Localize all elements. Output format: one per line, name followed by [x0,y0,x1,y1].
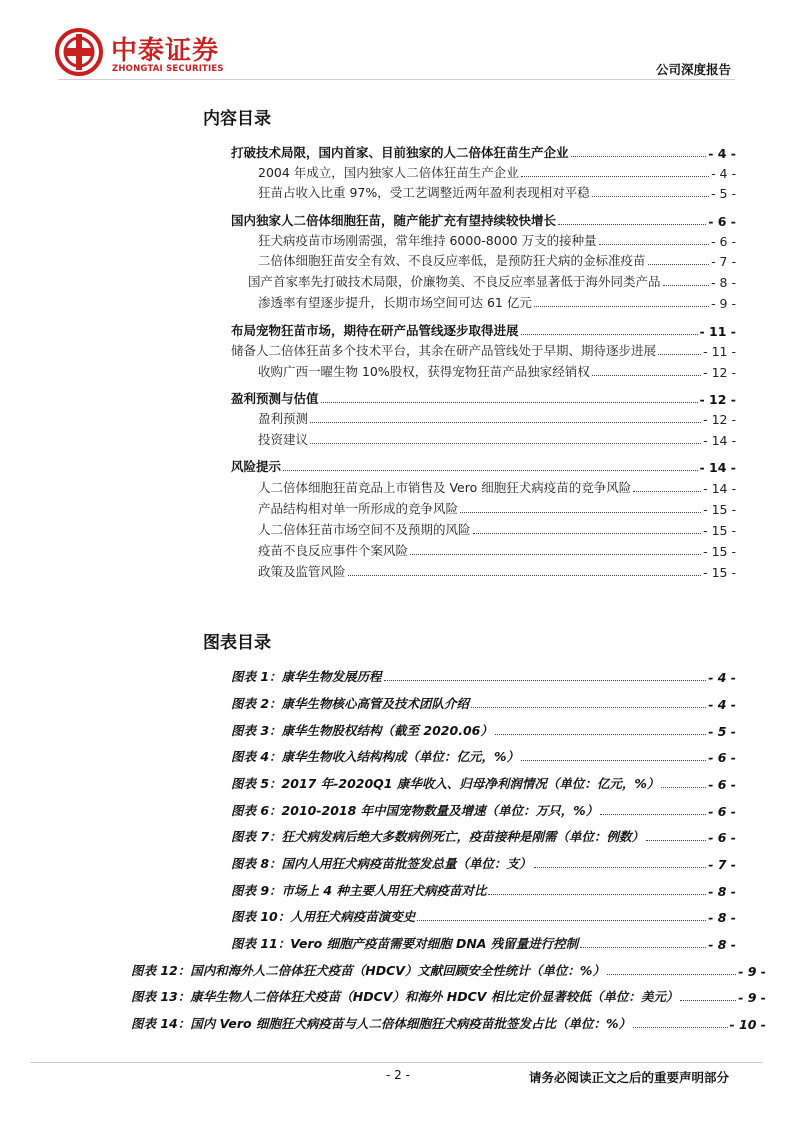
toc-entry-page: - 15 - [703,502,736,517]
toc-entry-text: 渗透率有望逐步提升，长期市场空间可达 61 亿元 [258,295,532,310]
toc-entry-text: 人二倍体狂苗市场空间不及预期的风险 [258,522,471,537]
figure-entry-page: - 6 - [708,750,736,765]
toc-entry-text: 政策及监管风险 [258,564,346,579]
toc-entry-page: - 11 - [699,324,736,339]
toc-entry[interactable] [258,479,736,496]
toc-entry-text: 国内独家人二倍体细胞狂苗，随产能扩充有望持续较快增长 [231,213,557,228]
figure-entry-text: 图表 8：国内人用狂犬病疫苗批签发总量（单位：支） [231,856,532,871]
leader-dots [558,224,706,225]
toc-entry-page: - 5 - [711,186,736,201]
toc-entry-page: - 4 - [711,166,736,181]
figure-entry-text: 图表 14：国内 Vero 细胞狂犬病疫苗与人二倍体细胞狂犬病疫苗批签发占比（单位：%） [131,1016,631,1031]
toc-entry-page: - 7 - [711,254,736,269]
toc-entry[interactable] [231,212,736,229]
figure-entry-page: - 4 - [708,697,736,712]
toc-entry-page: - 6 - [708,214,736,229]
toc-entry[interactable] [258,252,736,269]
leader-dots [580,947,706,948]
leader-dots [521,176,709,177]
figure-entry-text: 图表 10：人用狂犬病疫苗演变史 [231,909,416,924]
toc-entry-text: 狂苗占收入比重 97%，受工艺调整近两年盈利表现相对平稳 [258,185,590,200]
toc-entry-page: - 9 - [711,296,736,311]
toc-entry-text: 二倍体细胞狂苗安全有效、不良反应率低，是预防狂犬病的金标准疫苗 [258,253,646,268]
leader-dots [384,680,707,681]
toc-entry-text: 收购广西一曜生物 10%股权，获得宠物狂苗产品独家经销权 [258,364,590,379]
toc-entry-text: 盈利预测与估值 [231,391,319,406]
figure-entry-text: 图表 1：康华生物发展历程 [231,669,382,684]
logo-chinese-name: 中泰证券 [111,36,220,66]
zhongtai-logo-icon [55,28,103,76]
figure-entry-text: 图表 5：2017 年-2020Q1 康华收入、归母净利润情况（单位：亿元，%） [231,776,660,791]
figure-entry-text: 图表 3：康华生物股权结构（截至 2020.06） [231,723,493,738]
figure-entry[interactable] [231,828,736,845]
leader-dots [521,334,698,335]
header-divider [58,79,735,80]
toc-entry-page: - 15 - [703,544,736,559]
toc-entry[interactable] [231,390,736,407]
figure-entry-page: - 5 - [708,724,736,739]
toc-entry[interactable] [231,342,736,359]
toc-title: 内容目录 [203,109,271,129]
figure-entry-text: 图表 12：国内和海外人二倍体狂犬疫苗（HDCV）文献回顾安全性统计（单位：%） [131,963,605,978]
figure-entry-page: - 8 - [708,937,736,952]
leader-dots [310,422,701,423]
leader-dots [521,760,706,761]
leader-dots [473,533,702,534]
toc-entry-page: - 4 - [708,146,736,161]
toc-entry-text: 2004 年成立，国内独家人二倍体狂苗生产企业 [258,165,519,180]
figure-entry-page: - 6 - [708,804,736,819]
toc-entry[interactable] [248,273,736,290]
toc-entry[interactable] [258,500,736,517]
figure-entry[interactable] [231,775,736,792]
toc-entry[interactable] [231,458,736,475]
toc-entry[interactable] [258,563,736,580]
leader-dots [460,512,701,513]
toc-entry-page: - 14 - [703,433,736,448]
figure-entry-text: 图表 9：市场上 4 种主要人用狂犬病疫苗对比 [231,883,487,898]
toc-entry-text: 人二倍体细胞狂苗竞品上市销售及 Vero 细胞狂犬病疫苗的竞争风险 [258,480,632,495]
company-logo [55,28,245,80]
toc-entry[interactable] [258,294,736,311]
leader-dots [534,867,707,868]
figure-entry[interactable] [231,855,736,872]
leader-dots [348,575,702,576]
toc-entry-page: - 8 - [711,275,736,290]
leader-dots [633,1027,728,1028]
toc-entry-text: 储备人二倍体狂苗多个技术平台，其余在研产品管线处于早期、期待逐步进展 [231,343,657,358]
figure-entry[interactable] [231,668,736,685]
leader-dots [488,894,706,895]
leader-dots [658,354,701,355]
figure-entry-page: - 8 - [708,884,736,899]
toc-entry[interactable] [258,232,736,249]
leader-dots [592,196,709,197]
leader-dots [534,306,709,307]
leader-dots [680,1000,736,1001]
toc-entry-page: - 15 - [703,565,736,580]
toc-entry[interactable] [258,431,736,448]
leader-dots [310,443,701,444]
figure-entry-page: - 10 - [729,1017,766,1032]
figure-entry[interactable] [131,962,766,979]
leader-dots [495,734,706,735]
figure-entry-text: 图表 11：Vero 细胞产疫苗需要对细胞 DNA 残留量进行控制 [231,936,579,951]
toc-entry-text: 盈利预测 [258,411,309,426]
figures-title: 图表目录 [203,633,271,653]
leader-dots [661,787,706,788]
leader-dots [410,554,701,555]
figure-entry[interactable] [231,722,736,739]
footer-divider [30,1062,763,1063]
figure-entry-page: - 8 - [708,910,736,925]
figure-entry-text: 图表 7：狂犬病发病后绝大多数病例死亡，疫苗接种是刚需（单位：例数） [231,829,645,844]
toc-entry[interactable] [258,184,736,201]
toc-entry-page: - 12 - [703,365,736,380]
leader-dots [321,402,698,403]
figure-entry-page: - 4 - [708,670,736,685]
figure-entry[interactable] [231,935,736,952]
figure-entry[interactable] [131,1015,766,1032]
figure-entry-text: 图表 13：康华生物人二倍体狂犬疫苗（HDCV）和海外 HDCV 相比定价显著较低（单位：美元） [131,989,679,1004]
toc-entry-text: 国产首家率先打破技术局限，价廉物美、不良反应率显著低于海外同类产品 [248,274,661,289]
figure-entry-page: - 6 - [708,830,736,845]
toc-entry[interactable] [258,542,736,559]
leader-dots [283,470,698,471]
figure-entry-page: - 9 - [738,964,766,979]
report-type-label: 公司深度报告 [655,62,731,77]
figure-entry[interactable] [231,882,736,899]
toc-entry-text: 产品结构相对单一所形成的竞争风险 [258,501,459,516]
figure-entry-text: 图表 2：康华生物核心高管及技术团队介绍 [231,696,470,711]
leader-dots [648,264,710,265]
toc-entry-page: - 14 - [699,460,736,475]
toc-entry-page: - 14 - [703,481,736,496]
toc-entry[interactable] [231,322,736,339]
leader-dots [471,707,706,708]
toc-entry-page: - 15 - [703,523,736,538]
figure-entry-page: - 9 - [738,990,766,1005]
toc-entry-text: 打破技术局限，国内首家、目前独家的人二倍体狂苗生产企业 [231,145,569,160]
toc-entry-text: 疫苗不良反应事件个案风险 [258,543,409,558]
figure-entry[interactable] [231,802,736,819]
toc-entry[interactable] [258,363,736,380]
leader-dots [646,840,706,841]
toc-entry[interactable] [258,410,736,427]
footer-disclaimer: 请务必阅读正文之后的重要声明部分 [528,1070,729,1085]
leader-dots [663,285,710,286]
figure-entry-page: - 7 - [708,857,736,872]
toc-entry-text: 风险提示 [231,459,282,474]
toc-entry-text: 投资建议 [258,432,309,447]
leader-dots [607,974,736,975]
figure-entry[interactable] [231,748,736,765]
toc-entry[interactable] [231,144,736,161]
page-number: - 2 - [386,1068,410,1082]
leader-dots [571,156,707,157]
figure-entry-page: - 6 - [708,777,736,792]
toc-entry-text: 狂犬病疫苗市场刚需强，常年维持 6000-8000 万支的接种量 [258,233,597,248]
figure-entry[interactable] [231,908,736,925]
leader-dots [592,375,701,376]
toc-entry-page: - 11 - [703,344,736,359]
toc-entry-page: - 12 - [699,392,736,407]
leader-dots [633,491,701,492]
toc-entry[interactable] [258,164,736,181]
toc-entry-page: - 6 - [711,234,736,249]
toc-entry-page: - 12 - [703,412,736,427]
leader-dots [417,920,706,921]
toc-entry-text: 布局宠物狂苗市场，期待在研产品管线逐步取得进展 [231,323,519,338]
figure-entry[interactable] [231,695,736,712]
logo-english-name: ZHONGTAI SECURITIES [112,64,224,74]
figure-entry-text: 图表 4：康华生物收入结构构成（单位：亿元，%） [231,749,520,764]
leader-dots [599,244,709,245]
figure-entry[interactable] [131,988,766,1005]
figure-entry-text: 图表 6：2010-2018 年中国宠物数量及增速（单位：万只，%） [231,803,599,818]
toc-entry[interactable] [258,521,736,538]
leader-dots [600,814,706,815]
